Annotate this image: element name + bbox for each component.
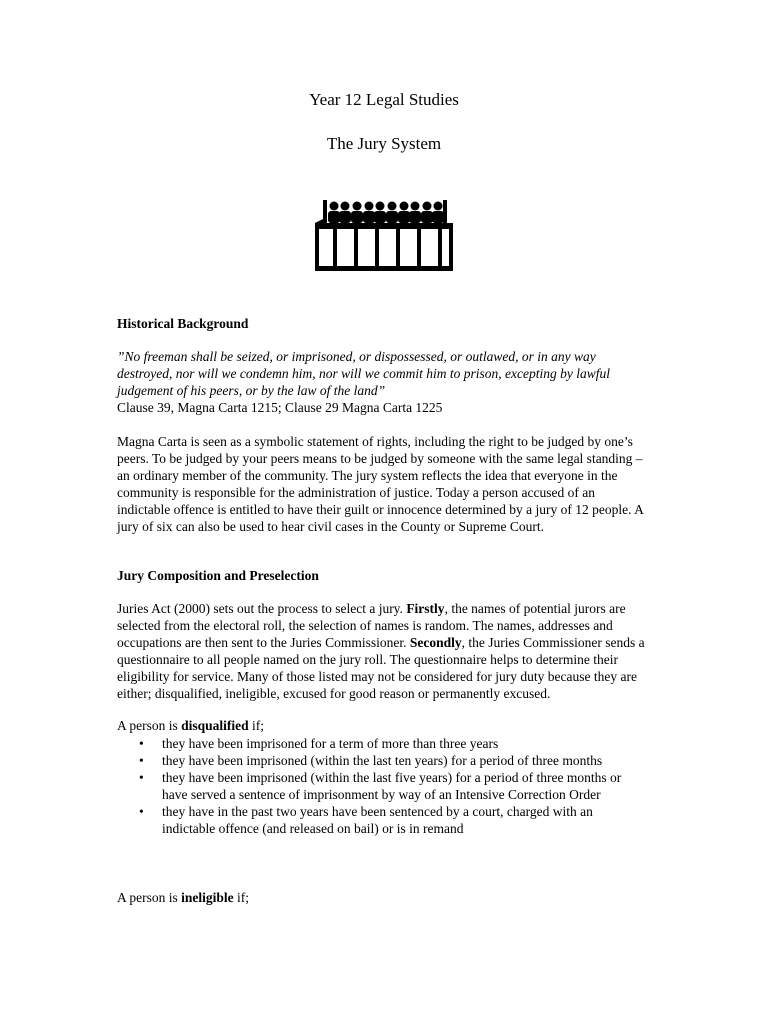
magna-carta-quote: ”No freeman shall be seized, or imprisoned, or dispossessed, or outlawed, or in any way destroyed, nor will we condemn him, nor will we commit him to prison, excepting by lawful judgement of his peers, or by the law of the land”	[117, 349, 610, 398]
document-title: Year 12 Legal Studies	[309, 90, 459, 109]
list-item	[117, 735, 647, 752]
historical-paragraph: Magna Carta is seen as a symbolic statement of rights, including the right to be judged by one’s peers. To be judged by your peers means to be judged by someone with the same legal standing – an ordinary member of the community. The jury system reflects the idea that everyone in the community is responsible for the administration of justice. Today a person accused of an indictable offence is entitled to have their guilt or innocence determined by a jury of 12 people. A jury of six can also be used to hear civil cases in the County or Supreme Court.	[117, 434, 644, 534]
section-heading-composition: Jury Composition and Preselection	[117, 568, 319, 583]
paragraph-text: , the names of potential jurors are selected from the electoral roll, the selection of names is random. The names, addresses and occupations are then sent to the Juries Commissioner.	[117, 601, 626, 650]
intro-text: if;	[248, 718, 265, 733]
bullet-icon: •	[139, 804, 144, 819]
bullet-icon: •	[139, 770, 144, 785]
intro-text: A person is	[117, 718, 182, 733]
list-item	[117, 803, 647, 837]
document-subtitle: The Jury System	[326, 134, 442, 153]
disqualified-intro	[117, 717, 647, 734]
list-item-text: they have in the past two years have been sentenced by a court, charged with an indictable offence (and released on bail) or is in remand	[162, 804, 593, 836]
paragraph-text: , the Juries Commissioner sends a questionnaire to all people named on the jury roll. The questionnaire helps to determine their eligibility for service. Many of those listed may not be considered for jury duty because they are either; disqualified, ineligible, excused for good reason or permanently excused.	[117, 635, 645, 701]
emphasis-secondly: Secondly	[409, 635, 462, 650]
intro-text: A person is	[117, 890, 182, 905]
bullet-icon: •	[139, 736, 144, 751]
disqualification-list	[117, 735, 647, 837]
ineligible-intro	[117, 889, 647, 906]
emphasis-firstly: Firstly	[406, 601, 445, 616]
list-item-text: they have been imprisoned (within the last five years) for a period of three months or have served a sentence of imprisonment by way of an Intensive Correction Order	[162, 770, 622, 802]
composition-paragraph	[117, 600, 647, 702]
list-item	[117, 752, 647, 769]
list-item	[117, 769, 647, 803]
section-heading-historical: Historical Background	[117, 316, 249, 331]
list-item-text: they have been imprisoned (within the last ten years) for a period of three months	[162, 753, 603, 768]
term-disqualified: disqualified	[181, 718, 249, 733]
list-item-text: they have been imprisoned for a term of more than three years	[162, 736, 499, 751]
intro-text: if;	[233, 890, 250, 905]
term-ineligible: ineligible	[181, 890, 234, 905]
quote-citation: Clause 39, Magna Carta 1215; Clause 29 Magna Carta 1225	[117, 400, 443, 415]
jury-box-icon	[313, 196, 455, 272]
paragraph-text: Juries Act (2000) sets out the process to select a jury.	[117, 601, 407, 616]
bullet-icon: •	[139, 753, 144, 768]
